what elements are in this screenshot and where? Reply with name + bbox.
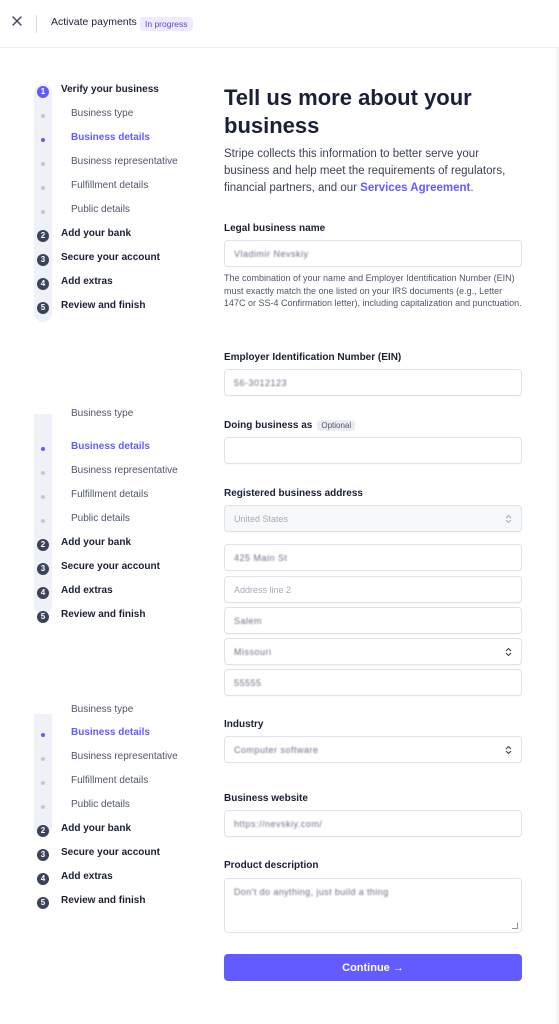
step-label: Review and finish <box>61 300 146 311</box>
description-value: Don't do anything, just build a thing <box>234 887 389 897</box>
step-secure-account[interactable] <box>0 843 200 867</box>
legal-name-value: Vladimir Nevskiy <box>234 248 309 259</box>
step-label: Add extras <box>61 871 113 882</box>
substep-public-details[interactable] <box>0 509 200 533</box>
step-label: Secure your account <box>61 252 160 263</box>
substep-label: Fulfillment details <box>71 180 149 191</box>
ein-input[interactable] <box>224 369 522 396</box>
step-number: 5 <box>37 897 49 909</box>
dot-icon <box>41 114 45 118</box>
country-select[interactable] <box>224 505 522 532</box>
step-number: 4 <box>37 587 49 599</box>
substep-label: Business details <box>71 727 150 738</box>
resize-handle-icon[interactable] <box>512 923 518 929</box>
zip-input[interactable] <box>224 669 522 696</box>
intro-end: . <box>470 182 474 194</box>
close-icon[interactable] <box>11 15 27 31</box>
dot-icon <box>41 757 45 761</box>
country-value: United States <box>234 513 289 524</box>
step-add-extras[interactable] <box>0 867 200 891</box>
dot-icon <box>41 519 45 523</box>
page-title: Activate payments <box>51 16 137 28</box>
substep-label: Business details <box>71 132 150 143</box>
substep-label: Public details <box>71 799 130 810</box>
step-label: Review and finish <box>61 895 146 906</box>
step-add-extras[interactable] <box>0 272 200 296</box>
substep-business-type[interactable] <box>0 104 200 128</box>
step-label: Review and finish <box>61 609 146 620</box>
substep-public-details[interactable] <box>0 200 200 224</box>
address-label: Registered business address <box>224 488 363 499</box>
substep-label: Fulfillment details <box>71 489 149 500</box>
header-divider <box>36 15 37 33</box>
substep-business-representative[interactable] <box>0 747 200 771</box>
step-label: Add extras <box>61 585 113 596</box>
zip-value: 55555 <box>234 677 262 688</box>
form-heading: Tell us more about your business <box>224 85 472 138</box>
substep-label: Public details <box>71 513 130 524</box>
dba-input[interactable] <box>224 437 522 464</box>
dot-icon <box>41 186 45 190</box>
step-number: 1 <box>37 86 49 98</box>
industry-value: Computer software <box>234 744 319 755</box>
step-number: 3 <box>37 849 49 861</box>
state-value: Missouri <box>234 646 272 657</box>
substep-fulfillment-details[interactable] <box>0 771 200 795</box>
step-label: Verify your business <box>61 84 159 95</box>
address-line1-input[interactable] <box>224 544 522 571</box>
dot-icon <box>41 471 45 475</box>
step-add-bank[interactable] <box>0 533 200 557</box>
continue-button[interactable]: Continue → <box>224 954 522 981</box>
substep-label: Business details <box>71 441 150 452</box>
legal-name-help: The combination of your name and Employer Identification Number (EIN) must exactly match the one listed on your IRS documents (e.g., Letter 147C or SS-4 Confirmation letter), including capitalization and punctuation. <box>224 273 522 308</box>
dot-icon <box>41 162 45 166</box>
dot-icon <box>41 447 45 451</box>
step-secure-account[interactable] <box>0 248 200 272</box>
stepper-nav-sticky <box>0 700 210 916</box>
substep-fulfillment-details[interactable] <box>0 176 200 200</box>
substep-label: Business representative <box>71 156 178 167</box>
chevron-updown-icon <box>504 745 513 755</box>
legal-name-label: Legal business name <box>224 223 326 234</box>
city-input[interactable] <box>224 607 522 634</box>
substep-label: Business representative <box>71 751 178 762</box>
industry-select[interactable] <box>224 736 522 763</box>
industry-label: Industry <box>224 719 264 730</box>
description-textarea[interactable] <box>224 878 522 933</box>
step-secure-account[interactable] <box>0 557 200 581</box>
substep-business-type[interactable] <box>0 408 200 438</box>
address-line2-input[interactable] <box>224 576 522 603</box>
top-bar <box>0 0 559 48</box>
legal-name-input[interactable] <box>224 240 522 267</box>
substep-fulfillment-details[interactable] <box>0 485 200 509</box>
chevron-updown-icon <box>504 514 513 524</box>
state-select[interactable] <box>224 638 522 665</box>
substep-label: Public details <box>71 204 130 215</box>
step-number: 3 <box>37 254 49 266</box>
form-intro <box>224 146 524 197</box>
substep-label: Business type <box>71 408 134 419</box>
step-add-extras[interactable] <box>0 581 200 605</box>
step-label: Secure your account <box>61 847 160 858</box>
address2-placeholder: Address line 2 <box>234 584 292 595</box>
step-number: 5 <box>37 611 49 623</box>
dot-icon <box>41 781 45 785</box>
dot-icon <box>41 138 45 142</box>
city-value: Salem <box>234 615 263 626</box>
website-value: https://nevskiy.com/ <box>234 818 323 829</box>
substep-business-details[interactable] <box>0 437 200 461</box>
substep-business-representative[interactable] <box>0 461 200 485</box>
substep-business-representative[interactable] <box>0 152 200 176</box>
dot-icon <box>41 495 45 499</box>
substep-business-details[interactable] <box>0 723 200 747</box>
step-add-bank[interactable] <box>0 819 200 843</box>
ein-value: 56-3012123 <box>234 377 288 388</box>
step-verify-business[interactable] <box>0 80 200 104</box>
substep-public-details[interactable] <box>0 795 200 819</box>
stepper-nav-sticky <box>0 408 210 630</box>
substep-business-details[interactable] <box>0 128 200 152</box>
step-label: Add your bank <box>61 537 132 548</box>
step-review-finish[interactable] <box>0 891 200 915</box>
step-number: 4 <box>37 873 49 885</box>
description-label: Product description <box>224 860 319 871</box>
step-label: Add extras <box>61 276 113 287</box>
step-review-finish[interactable] <box>0 605 200 629</box>
substep-label: Business type <box>71 108 134 119</box>
optional-badge: Optional <box>317 420 355 431</box>
intro-text: Stripe collects this information to better serve your business and help meet the requirements of regulators, financial partners, and our <box>224 148 506 194</box>
address1-value: 425 Main St <box>234 552 288 563</box>
services-agreement-link[interactable]: Services Agreement <box>360 182 471 194</box>
step-review-finish[interactable] <box>0 296 200 320</box>
dot-icon <box>41 733 45 737</box>
substep-label: Fulfillment details <box>71 775 149 786</box>
scrollbar[interactable] <box>555 48 559 1024</box>
step-label: Add your bank <box>61 228 132 239</box>
website-label: Business website <box>224 793 308 804</box>
step-label: Secure your account <box>61 561 160 572</box>
step-number: 3 <box>37 563 49 575</box>
dba-label-text: Doing business as <box>224 420 313 431</box>
step-number: 5 <box>37 302 49 314</box>
status-badge: In progress <box>140 17 193 31</box>
step-add-bank[interactable] <box>0 224 200 248</box>
step-label: Add your bank <box>61 823 132 834</box>
step-number: 2 <box>37 825 49 837</box>
step-number: 4 <box>37 278 49 290</box>
step-number: 2 <box>37 230 49 242</box>
website-input[interactable] <box>224 810 522 837</box>
dot-icon <box>41 210 45 214</box>
step-number: 2 <box>37 539 49 551</box>
substep-label: Business representative <box>71 465 178 476</box>
substep-label: Business type <box>71 704 134 715</box>
chevron-updown-icon <box>504 647 513 657</box>
dba-label <box>224 420 355 431</box>
dot-icon <box>41 805 45 809</box>
ein-label: Employer Identification Number (EIN) <box>224 352 402 363</box>
